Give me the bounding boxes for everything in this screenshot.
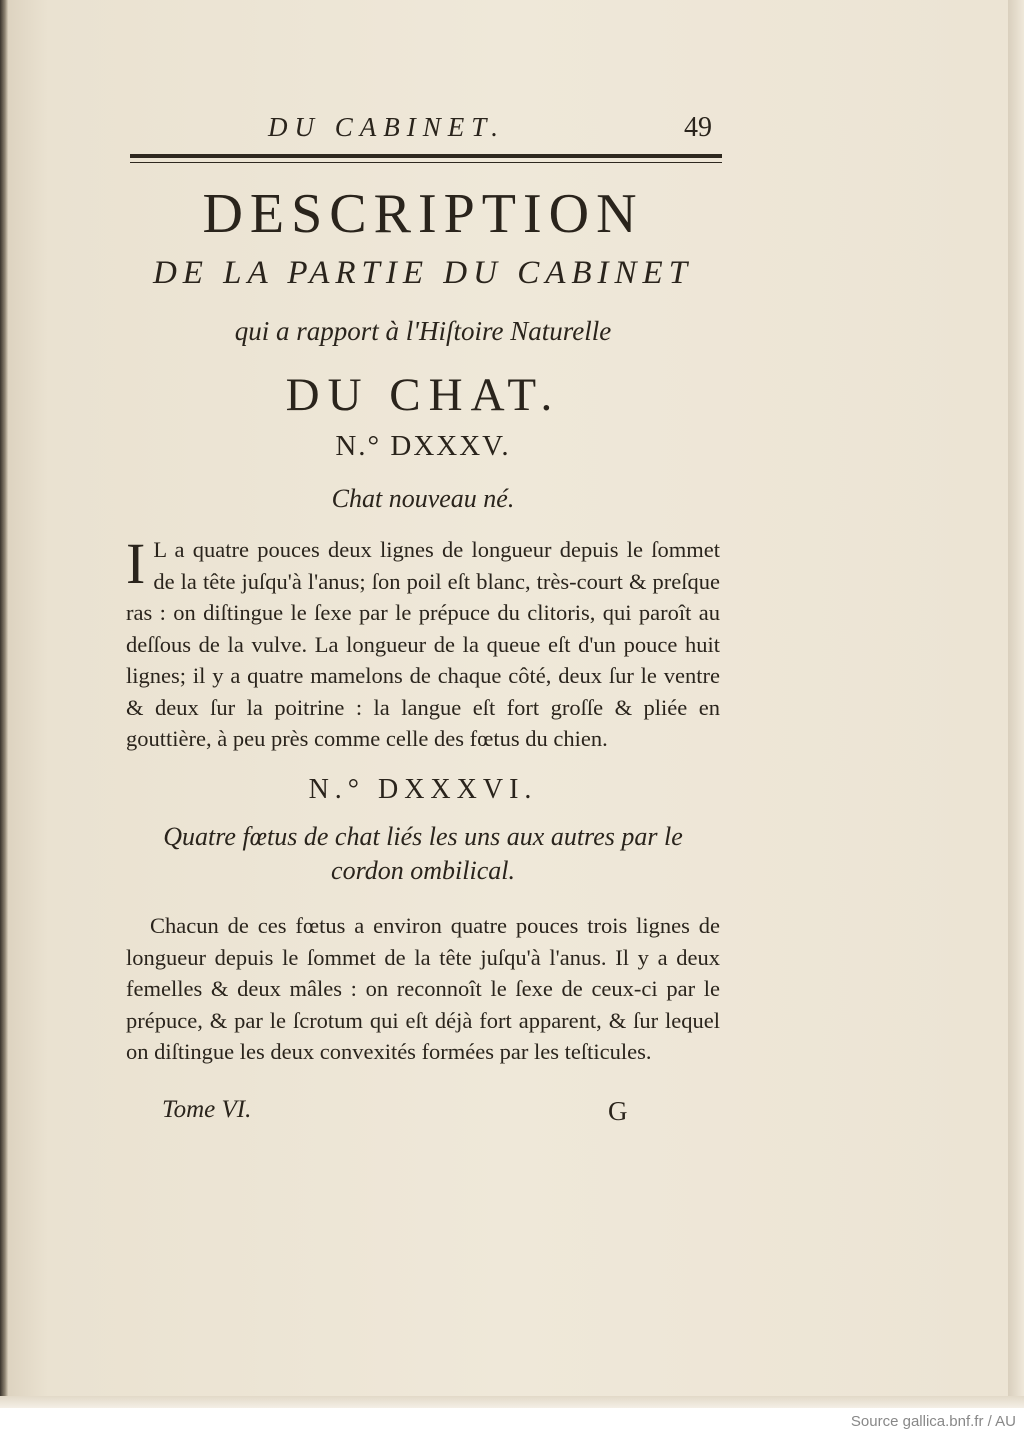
section-1-subtitle: Chat nouveau né. xyxy=(331,484,515,513)
source-credit: Source gallica.bnf.fr / AU xyxy=(850,1413,1016,1430)
section-1-text: L a quatre pouces deux lignes de longueur depuis le ſommet de la tête juſqu'à l'anus; ſon poil eſt blanc, très-court & preſque ras : on diſtingue le ſexe par le prépuce du clitoris, qui paroît au deſſous de la vulve. La longueur de la queue eſt d'un pouce huit lignes; il y a quatre mamelons de chaque côté, deux ſur le ventre & deux ſur la poitrine : la langue eſt fort groſſe & pliée en gouttière, à peu près comme celle des fœtus du chien. xyxy=(126,537,720,751)
header-rule-thin xyxy=(130,162,722,163)
volume-signature: Tome VI. xyxy=(162,1096,252,1123)
section-1-number: N.° DXXXV. xyxy=(335,430,511,462)
section-2-paragraph: Chacun de ces fœtus a environ quatre pouces trois lignes de longueur depuis le ſommet de la tête juſqu'à l'anus. Il y a deux femelles & deux mâles : on reconnoît le ſexe de ceux-ci par le prépuce, & par le ſcrotum qui eſt déjà fort apparent, & ſur lequel on diſtingue les deux convexités formées par les teſticules. xyxy=(126,913,720,1064)
title-description: qui a rapport à l'Hiſtoire Naturelle xyxy=(234,316,612,346)
header-rule-thick xyxy=(130,154,722,158)
title-sub: DE LA PARTIE DU CABINET xyxy=(152,255,694,291)
section-2-number: N.° DXXXVI. xyxy=(308,774,538,805)
page-edge-right xyxy=(1008,0,1024,1408)
page-number: 49 xyxy=(684,112,712,143)
section-1-paragraph xyxy=(126,531,720,755)
drop-cap: I xyxy=(126,531,146,596)
title-subject: DU CHAT. xyxy=(285,369,561,421)
section-2-subtitle: Quatre fœtus de chat liés les uns aux autres par le cordon ombilical. xyxy=(163,822,683,885)
running-head: DU CABINET. xyxy=(268,112,505,142)
page-edge-bottom xyxy=(0,1396,1024,1408)
title-main: DESCRIPTION xyxy=(202,183,644,245)
gathering-signature: G xyxy=(608,1096,628,1126)
